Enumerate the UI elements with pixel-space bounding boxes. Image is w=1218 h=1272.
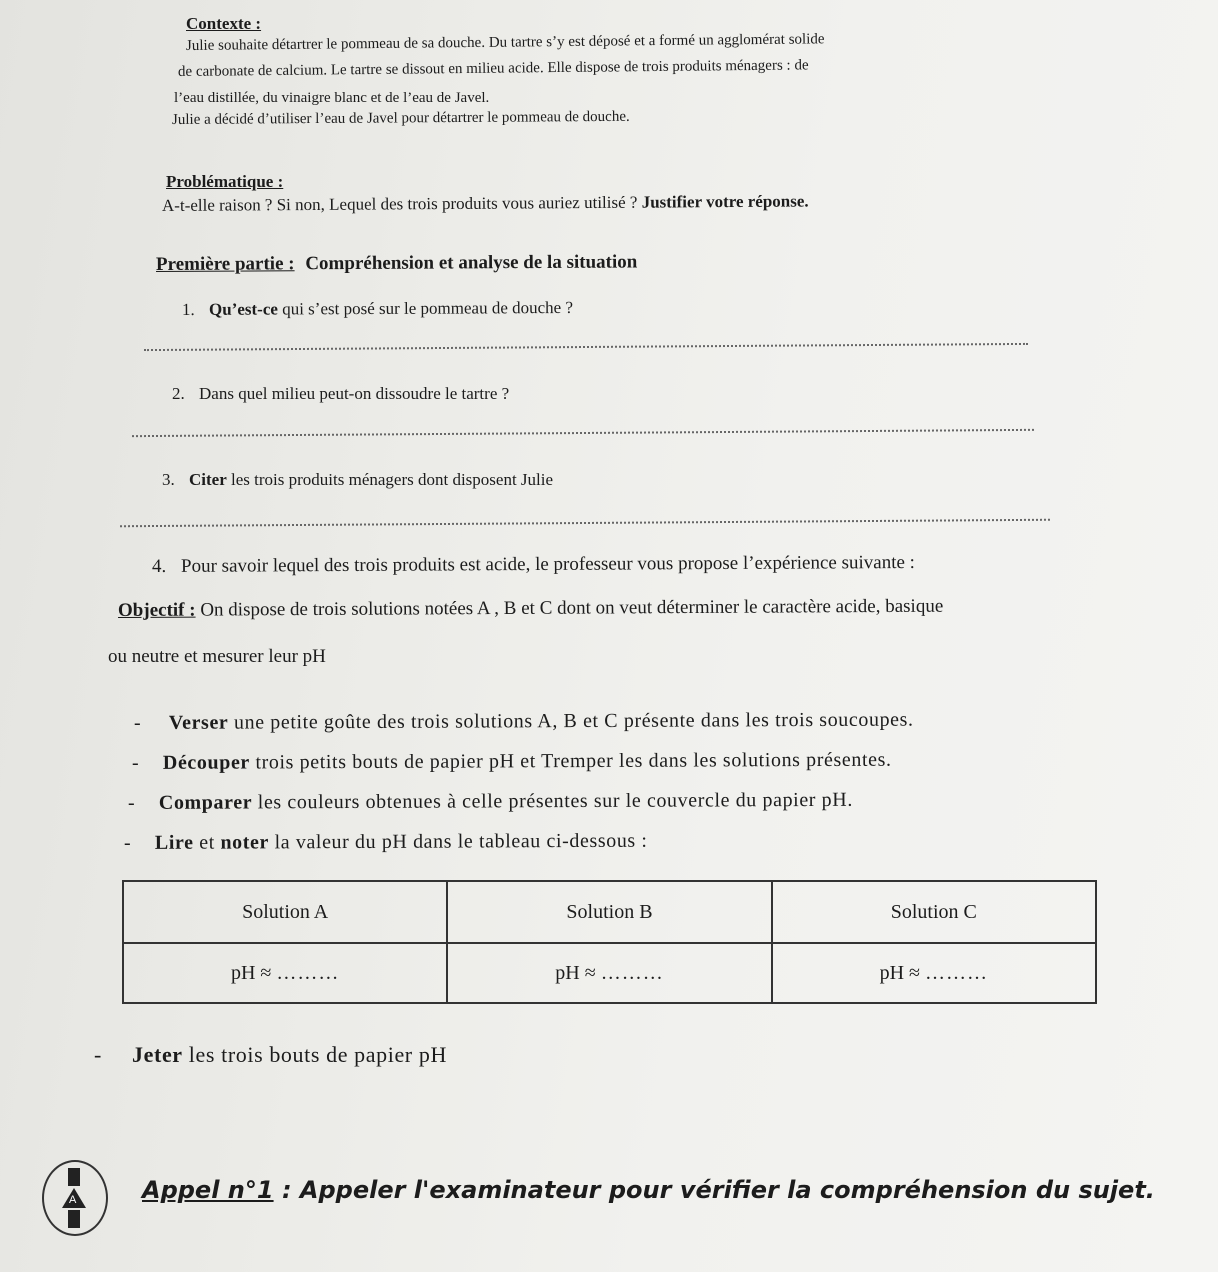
step-verser [134, 709, 914, 735]
step-lire-noter: noter [220, 831, 270, 854]
ph-table-value-row [123, 943, 1096, 1003]
ph-label: pH ≈ [555, 961, 596, 984]
header-solution-a: Solution A [123, 881, 447, 943]
objectif-line-1 [118, 596, 943, 622]
step-dash: - [133, 711, 142, 734]
ph-value-blank: ……… [925, 961, 989, 984]
question-4-text: Pour savoir lequel des trois produits est acide, le professeur vous propose l’expérience suivante : [180, 552, 915, 577]
question-4 [152, 552, 915, 578]
badge-letter: A [69, 1194, 77, 1206]
step-verser-text: une petite goûte des trois solutions A, B et C présente dans les trois soucoupes. [233, 708, 914, 734]
step-comparer-text: les couleurs obtenues à celle présentes sur le couvercle du papier pH. [257, 788, 853, 814]
ph-table-header-row [123, 881, 1096, 943]
question-1-number: 1. [181, 299, 195, 319]
contexte-line-1: Julie souhaite détartrer le pommeau de sa douche. Du tartre s’y est déposé et a formé un agglomérat solide [185, 31, 825, 54]
question-3 [162, 470, 553, 490]
problematique-emphasis: Justifier votre réponse. [641, 191, 809, 212]
step-lire [124, 830, 648, 855]
step-dash: - [123, 831, 132, 854]
step-decouper-bold: Découper [162, 751, 250, 774]
appel-line [142, 1176, 1155, 1204]
badge-triangle [62, 1188, 86, 1208]
step-lire-bold: Lire [154, 831, 194, 854]
ph-table [122, 880, 1097, 1004]
badge-bar-bottom [68, 1210, 80, 1228]
badge-bar-top [68, 1168, 80, 1186]
premiere-partie-heading [156, 251, 637, 276]
step-lire-text: la valeur du pH dans le tableau ci-dessous : [274, 829, 648, 854]
header-solution-b: Solution B [447, 881, 771, 943]
ph-label: pH ≈ [230, 961, 272, 984]
ph-cell-c[interactable] [772, 943, 1096, 1003]
question-2-number: 2. [172, 384, 185, 403]
contexte-line-2: de carbonate de calcium. Le tartre se dissout en milieu acide. Elle dispose de trois produits ménagers : de [177, 57, 809, 80]
premiere-partie-title: Compréhension et analyse de la situation [305, 251, 638, 275]
ph-value-blank: ……… [276, 961, 340, 984]
question-1-bold: Qu’est-ce [208, 299, 278, 319]
answer-line-2[interactable] [132, 429, 1034, 437]
appel-label: Appel n°1 [142, 1176, 274, 1204]
problematique-heading: Problématique : [166, 172, 284, 191]
step-comparer-bold: Comparer [158, 791, 253, 814]
objectif-text-1: On dispose de trois solutions notées A , B et C dont on veut déterminer le caractère acide, basique [200, 595, 944, 621]
question-4-number: 4. [151, 555, 167, 577]
step-lire-et: et [199, 831, 215, 854]
contexte-line-4: Julie a décidé d’utiliser l’eau de Javel pour détartrer le pommeau de douche. [171, 108, 630, 128]
contexte-heading: Contexte : [186, 14, 262, 33]
objectif-line-2: ou neutre et mesurer leur pH [108, 646, 326, 667]
question-1 [182, 298, 573, 320]
question-3-number: 3. [162, 470, 175, 489]
question-3-bold: Citer [189, 470, 227, 489]
header-solution-c: Solution C [772, 881, 1096, 943]
step-jeter-text: les trois bouts de papier pH [188, 1042, 447, 1067]
step-dash: - [94, 1042, 102, 1067]
step-comparer [128, 789, 853, 815]
examiner-call-icon [42, 1160, 108, 1236]
problematique-question: A-t-elle raison ? Si non, Lequel des trois produits vous auriez utilisé ? [161, 192, 638, 215]
premiere-partie-label: Première partie : [155, 253, 295, 275]
question-3-text: les trois produits ménagers dont disposent Julie [231, 470, 554, 489]
step-dash: - [131, 751, 140, 774]
step-decouper [132, 749, 892, 775]
step-decouper-text: trois petits bouts de papier pH et Tremper les dans les solutions présentes. [255, 748, 892, 774]
ph-label: pH ≈ [879, 961, 921, 984]
question-2-text: Dans quel milieu peut-on dissoudre le tartre ? [199, 384, 510, 403]
step-dash: - [127, 791, 136, 814]
question-1-text: qui s’est posé sur le pommeau de douche ? [282, 297, 574, 319]
ph-cell-a[interactable] [123, 943, 447, 1003]
question-2 [172, 384, 509, 404]
step-jeter-bold: Jeter [132, 1042, 183, 1067]
problematique-text [162, 191, 809, 216]
ph-value-blank: ……… [600, 961, 664, 984]
answer-line-1[interactable] [144, 343, 1028, 351]
contexte-line-3: l’eau distillée, du vinaigre blanc et de l’eau de Javel. [174, 90, 490, 106]
appel-text: : Appeler l'examinateur pour vérifier la compréhension du sujet. [281, 1176, 1155, 1204]
objectif-label: Objectif : [117, 599, 196, 621]
step-verser-bold: Verser [168, 711, 229, 734]
answer-line-3[interactable] [120, 519, 1050, 527]
ph-cell-b[interactable] [447, 943, 771, 1003]
step-jeter [94, 1042, 447, 1068]
